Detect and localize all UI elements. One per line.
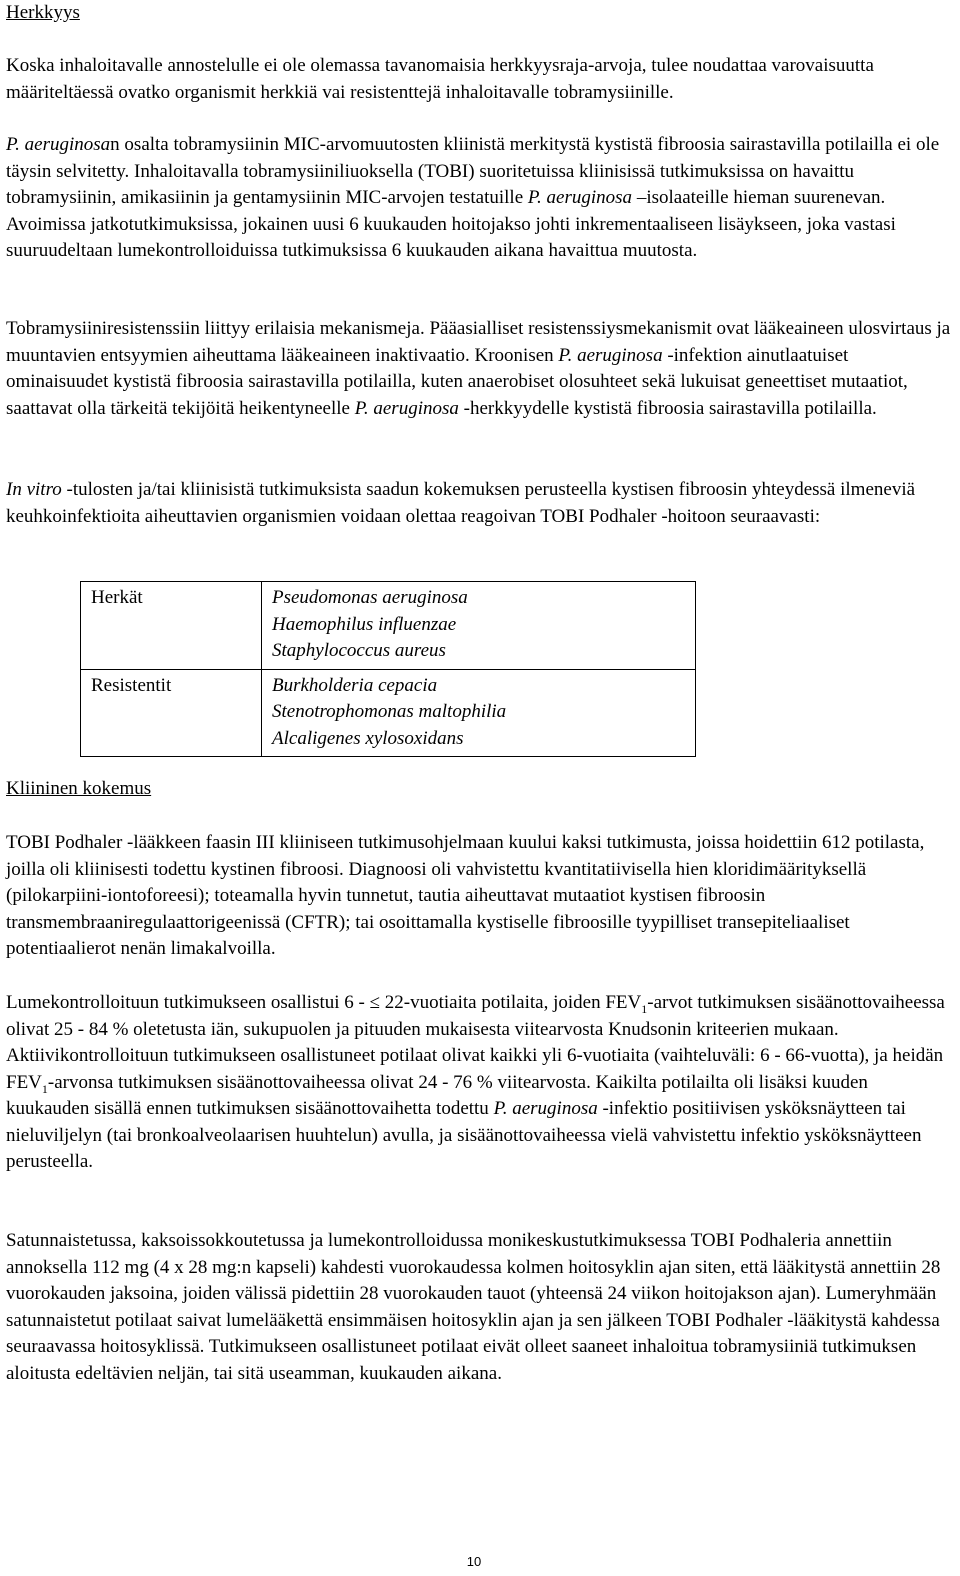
organism-name: P. aeruginosa: [354, 397, 459, 419]
paragraph-study-population: Lumekontrolloituun tutkimukseen osallistui 6 - ≤ 22-vuotiaita potilaita, joiden $FEV_1$-arvot tutkimuksen sisäänottovaiheessa olivat 25 - 84 % oletetusta iän, sukupuolen ja pituuden mukaisesta viitearvosta Knudsonin kriteerien mukaan. Aktiivikontrolloituun tutkimukseen osallistuneet potilaat olivat kaikki yli 6-vuotiaita (vaihteluväli: 6 - 66-vuotta), ja heidän $FEV_1$-arvonsa tutkimuksen sisäänottovaiheessa olivat 24 - 76 % viitearvosta. Kaikilta potilailta oli lisäksi kuuden kuukauden sisällä ennen tutkimuksen sisäänottovaihetta todettu P. aeruginosa -infektio positiivisen ysköksnäytteen tai nieluviljelyn (tai bronkoalveolaarisen huuhtelun) avulla, ja sisäänottovaiheessa vielä vahvistettu infektio ysköksnäytteen perusteella.: [6, 992, 945, 1172]
organism-name: Stenotrophomonas maltophilia: [272, 701, 507, 722]
organism-name: Burkholderia cepacia: [272, 674, 438, 696]
paragraph-randomized-study: Satunnaistetussa, kaksoissokkoutetussa ja lumekontrolloidussa monikeskustutkimuksessa TOBI Podhaleria annettiin annoksella 112 mg (4 x 28 mg:n kapseli) kahdesti vuorokaudessa kolmen hoitosyklin ajan siten, että lääkitystä annettiin 28 vuorokauden jaksoina, joiden välissä pidettiin 28 vuorokauden tauot (yhteensä 24 viikon hoitojakson ajan). Lumeryhmään satunnaistetut potilaat saivat lumelääkettä ensimmäisen hoitosyklin ajan ja sen jälkeen TOBI Podhaler -lääkitystä kahdessa seuraavassa hoitosyklissä. Tutkimukseen osallistuneet potilaat eivät olleet saaneet inhaloitua tobramysiiniä tutkimuksen aloitusta edeltävien neljän, tai sitä useamman, kuukauden aikana.: [6, 1230, 941, 1384]
paragraph-mic-changes: P. aeruginosan osalta tobramysiinin MIC-arvomuutosten kliinistä merkitystä kystistä fibroosia sairastavilla potilailla ei ole täysin selvitetty. Inhaloitavalla tobramysiiniliuoksella (TOBI) suoritetuissa kliinisissä tutkimuksissa on havaittu tobramysiinin, amikasiinin ja gentamysiinin MIC-arvojen testatuille P. aeruginosa –isolaateille hieman suurenevan. Avoimissa jatkotutkimuksissa, jokainen uusi 6 kuukauden hoitojakso johti inkrementaaliseen lisäykseen, joka vastasi suuruudeltaan lumekontrolloiduissa tutkimuksissa 6 kuukauden aikana havaittua muutosta.: [6, 134, 940, 261]
section-heading-herkkyys: Herkkyys: [6, 2, 80, 23]
organism-name: P. aeruginosa: [6, 134, 111, 155]
organism-name: P. aeruginosa: [558, 344, 663, 366]
table-cell-organisms: [262, 669, 696, 757]
table-cell-organisms: [262, 582, 696, 670]
paragraph-phase3-program: TOBI Podhaler -lääkkeen faasin III kliiniseen tutkimusohjelmaan kuului kaksi tutkimusta, joissa hoidettiin 612 potilasta, joilla oli kliinisesti todettu kystinen fibroosi. Diagnoosi oli vahvistettu kvantitatiivisella hien kloridimäärityksellä (pilokarpiini-iontoforeesi); toteamalla hyvin tunnetut, tautia aiheuttavat mutaatiot kystisen fibroosin transmembraaniregulaattorigeenissä (CFTR); tai osoittamalla kystiselle fibroosille tyypilliset transepiteliaaliset potentiaalierot nenän limakalvoilla.: [6, 832, 925, 959]
organism-name: P. aeruginosa: [493, 1098, 598, 1119]
organism-name: Pseudomonas aeruginosa: [272, 587, 468, 608]
page-number: 10: [466, 1554, 482, 1569]
organism-name: P. aeruginosa: [527, 187, 633, 208]
organism-name: Staphylococcus aureus: [272, 640, 446, 661]
table-cell-category: Resistentit: [81, 669, 262, 757]
paragraph-in-vitro: In vitro -tulosten ja/tai kliinisistä tutkimuksista saadun kokemuksen perusteella kystisen fibroosin yhteydessä ilmeneviä keuhkoinfektioita aiheuttavien organismien voidaan olettaa reagoivan TOBI Podhaler -hoitoon seuraavasti:: [6, 479, 916, 527]
susceptibility-table: [80, 581, 696, 757]
table-cell-category: Herkät: [81, 582, 262, 670]
paragraph-resistance: Tobramysiiniresistenssiin liittyy erilaisia mekanismeja. Pääasialliset resistenssiysmekanismit ovat lääkeaineen ulosvirtaus ja muuntavien entsyymien aiheuttama lääkeaineen inaktivaatio. Kroonisen P. aeruginosa -infektion ainutlaatuiset ominaisuudet kystistä fibroosia sairastavilla potilailla, kuten anaerobiset olosuhteet sekä lukuisat geneettiset mutaatiot, saattavat olla tärkeitä tekijöitä heikentyneelle P. aeruginosa -herkkyydelle kystistä fibroosia sairastavilla potilailla.: [6, 318, 951, 419]
table-row: [81, 582, 696, 670]
organism-name: Alcaligenes xylosoxidans: [272, 727, 464, 749]
organism-name: Haemophilus influenzae: [272, 613, 457, 635]
table-row: [81, 669, 696, 757]
section-heading-kliininen-kokemus: Kliininen kokemus: [6, 778, 152, 799]
paragraph-breakpoints: Koska inhaloitavalle annostelulle ei ole olemassa tavanomaisia herkkyysraja-arvoja, tulee noudattaa varovaisuutta määriteltäessä ovatko organismit herkkiä vai resistenttejä inhaloitavalle tobramysiinille.: [6, 55, 874, 103]
